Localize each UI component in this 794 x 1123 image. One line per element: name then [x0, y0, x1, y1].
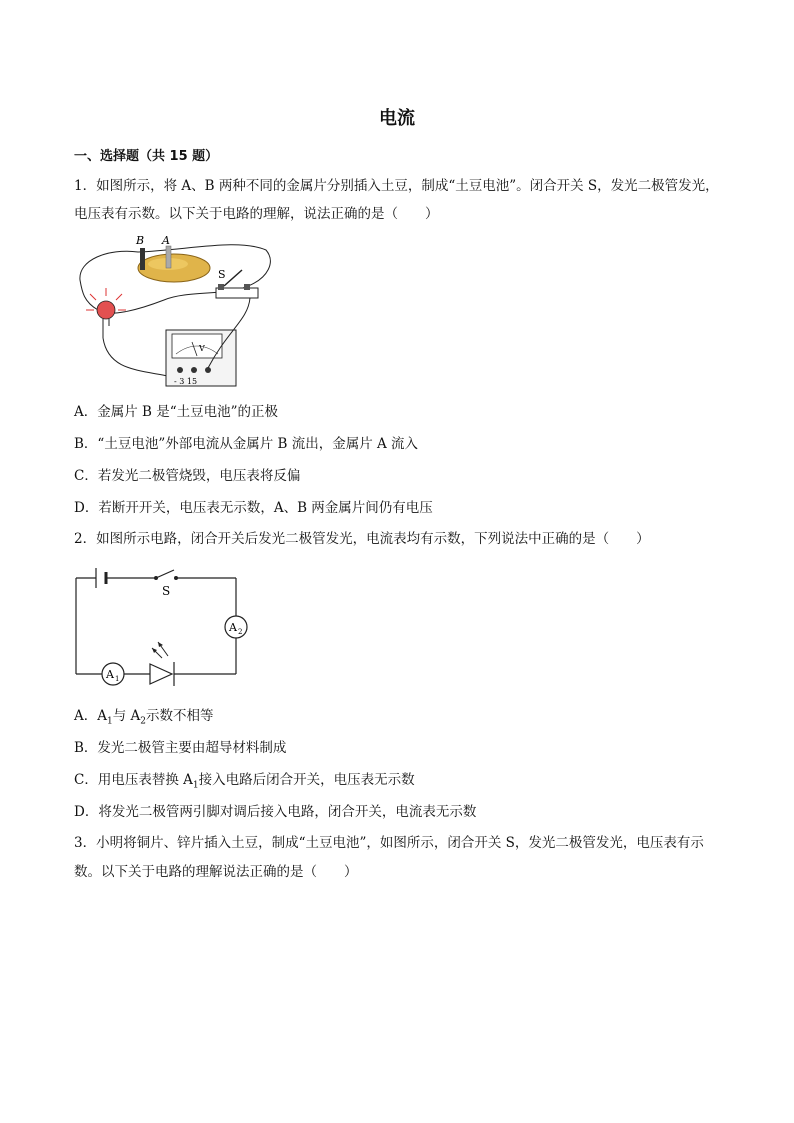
q2-stem: 2．如图所示电路，闭合开关后发光二极管发光，电流表均有示数，下列说法中正确的是（ ） [74, 531, 650, 547]
q2-option-d: D．将发光二极管两引脚对调后接入电路，闭合开关，电流表无示数 [74, 804, 477, 820]
q1-stem-line2: 电压表有示数。以下关于电路的理解，说法正确的是（ ） [74, 206, 439, 222]
ammeter-a1-subscript: 1 [115, 675, 120, 683]
plate-b-label: B [136, 234, 145, 247]
q2-option-b: B．发光二极管主要由超导材料制成 [74, 740, 287, 756]
q2-option-a-mid: 与 A [112, 708, 141, 724]
q1-option-b: B．“土豆电池”外部电流从金属片 B 流出，金属片 A 流入 [74, 436, 419, 452]
plate-a-label: A [162, 234, 170, 247]
q2-option-a-sub2: 2 [140, 716, 147, 727]
q3-stem-line1: 3．小明将铜片、锌片插入土豆，制成“土豆电池”，如图所示，闭合开关 S，发光二极管发光，电压表有示 [74, 835, 704, 851]
ammeter-a2-subscript: 2 [238, 628, 243, 636]
q2-option-c-pre: C．用电压表替换 A [74, 772, 193, 788]
q3-stem-line2: 数。以下关于电路的理解说法正确的是（ ） [74, 864, 358, 880]
voltmeter-symbol: V [199, 344, 205, 353]
q1-option-c: C．若发光二极管烧毁，电压表将反偏 [74, 468, 301, 484]
ammeter-a1-label: A [106, 668, 114, 681]
section-heading: 一、选择题（共 15 题） [74, 149, 219, 164]
q1-option-d: D．若断开开关，电压表无示数，A、B 两金属片间仍有电压 [74, 500, 433, 516]
q2-option-a-post: 示数不相等 [146, 708, 214, 724]
potato-battery-figure [68, 230, 278, 392]
q2-option-c-sub: 1 [192, 780, 199, 791]
switch-label: S [218, 268, 226, 281]
q2-option-a [74, 706, 214, 732]
q2-option-c [74, 770, 415, 796]
q2-option-c-post: 接入电路后闭合开关，电压表无示数 [198, 772, 415, 788]
voltmeter-scale: - 3 15 [174, 377, 198, 386]
ammeter-a2-label: A [229, 621, 237, 634]
switch-s-label: S [162, 584, 171, 598]
q2-option-a-pre: A．A [74, 708, 107, 724]
circuit-diagram-figure [70, 562, 250, 692]
q1-option-a: A．金属片 B 是“土豆电池”的正极 [74, 404, 279, 420]
page-title: 电流 [379, 108, 415, 129]
q2-option-a-sub1: 1 [107, 716, 113, 727]
q1-stem-line1: 1．如图所示，将 A、B 两种不同的金属片分别插入土豆，制成“土豆电池”。闭合开关 S，发光二极管发光， [74, 178, 719, 194]
